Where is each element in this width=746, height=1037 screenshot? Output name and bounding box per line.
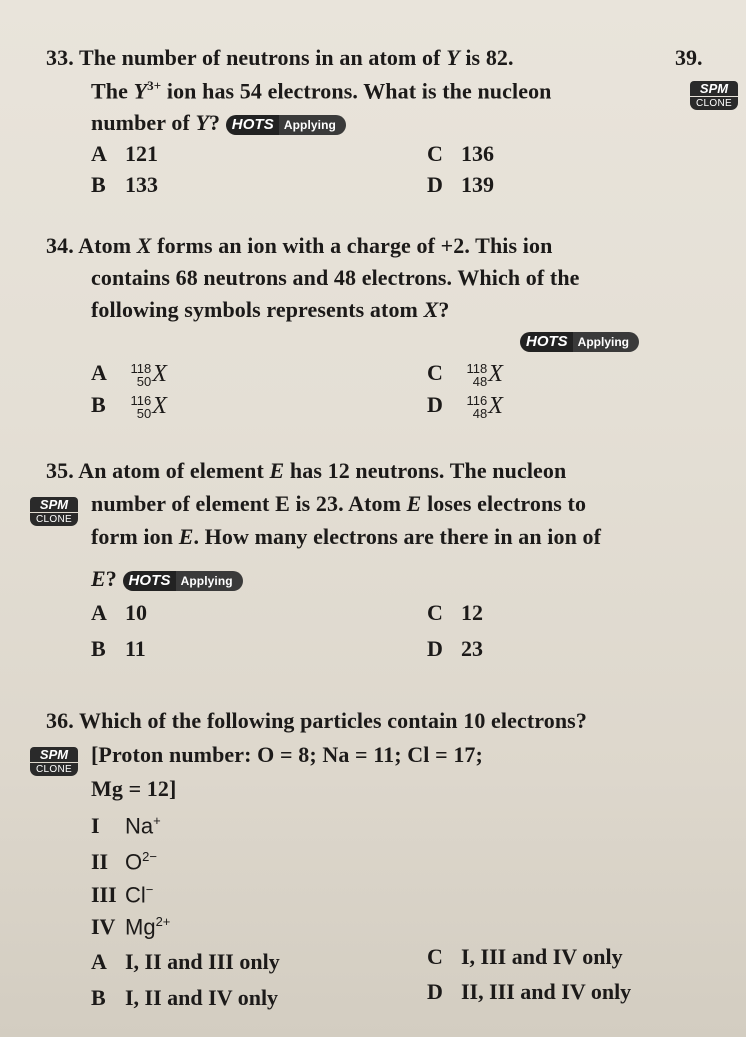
option-b[interactable]: B 133: [91, 172, 158, 197]
question-35-line-3: form ion E. How many electrons are there in an ion of: [91, 524, 602, 549]
option-b[interactable]: B I, II and IV only: [91, 985, 279, 1010]
option-b[interactable]: B 11: [91, 636, 146, 661]
hots-applying-badge: HOTS Applying: [226, 114, 346, 136]
question-33-line-3: number of Y? HOTS Applying: [91, 110, 346, 136]
question-35-line-1: 35. An atom of element E has 12 neutrons. The nucleon: [46, 458, 567, 483]
nuclide-symbol: 116 50 X: [130, 392, 167, 421]
statement-iii: III Cl−: [91, 882, 154, 908]
option-d[interactable]: D II, III and IV only: [427, 979, 632, 1004]
question-36-line-2: [Proton number: O = 8; Na = 11; Cl = 17;: [91, 742, 483, 767]
option-a[interactable]: A 121: [91, 141, 158, 166]
option-a[interactable]: A I, II and III only: [91, 949, 280, 974]
question-number: 36.: [46, 708, 74, 733]
nuclide-symbol: 116 48 X: [466, 392, 503, 421]
hots-applying-badge: HOTS Applying: [123, 570, 243, 592]
question-number: 33.: [46, 45, 74, 70]
hots-applying-badge: HOTS Applying: [520, 331, 639, 353]
statement-i: I Na+: [91, 813, 161, 839]
question-34-line-3: following symbols represents atom X?: [91, 297, 450, 322]
question-number: 34.: [46, 233, 74, 258]
question-39-number: 39.: [675, 45, 703, 70]
option-a[interactable]: A 118 50 X: [91, 360, 167, 389]
question-33-line-2: The $Y^{3+}$ ion has 54 electrons. What is the nucleon: [91, 78, 552, 104]
option-c[interactable]: C 136: [427, 141, 494, 166]
statement-ii: II $O^{2-}$: [91, 849, 157, 875]
question-33-line-1: 33. The number of neutrons in an atom of Y is 82.: [46, 45, 514, 70]
question-36-line-3: Mg = 12]: [91, 776, 177, 801]
option-d[interactable]: D 116 48 X: [427, 392, 503, 421]
spm-clone-badge: SPM CLONE: [690, 81, 738, 110]
option-a[interactable]: A 10: [91, 600, 147, 625]
question-number: 35.: [46, 458, 74, 483]
option-d[interactable]: D 139: [427, 172, 494, 197]
nuclide-symbol: 118 48 X: [466, 360, 503, 389]
question-36-line-1: 36. Which of the following particles contain 10 electrons?: [46, 708, 587, 733]
spm-clone-badge: SPM CLONE: [30, 747, 78, 776]
question-34-line-1: 34. Atom X forms an ion with a charge of +2. This ion: [46, 233, 553, 258]
question-35-line-2: number of element E is 23. Atom E loses electrons to: [91, 491, 587, 516]
nuclide-symbol: 118 50 X: [130, 360, 167, 389]
option-c[interactable]: C I, III and IV only: [427, 944, 623, 969]
spm-clone-badge: SPM CLONE: [30, 497, 78, 526]
question-34-line-2: contains 68 neutrons and 48 electrons. Which of the: [91, 265, 580, 290]
option-b[interactable]: B 116 50 X: [91, 392, 167, 421]
option-c[interactable]: C 118 48 X: [427, 360, 503, 389]
statement-iv: IV $Mg^{2+}$: [91, 914, 171, 940]
option-c[interactable]: C 12: [427, 600, 483, 625]
question-35-line-4: E? HOTS Applying: [91, 566, 243, 592]
option-d[interactable]: D 23: [427, 636, 483, 661]
